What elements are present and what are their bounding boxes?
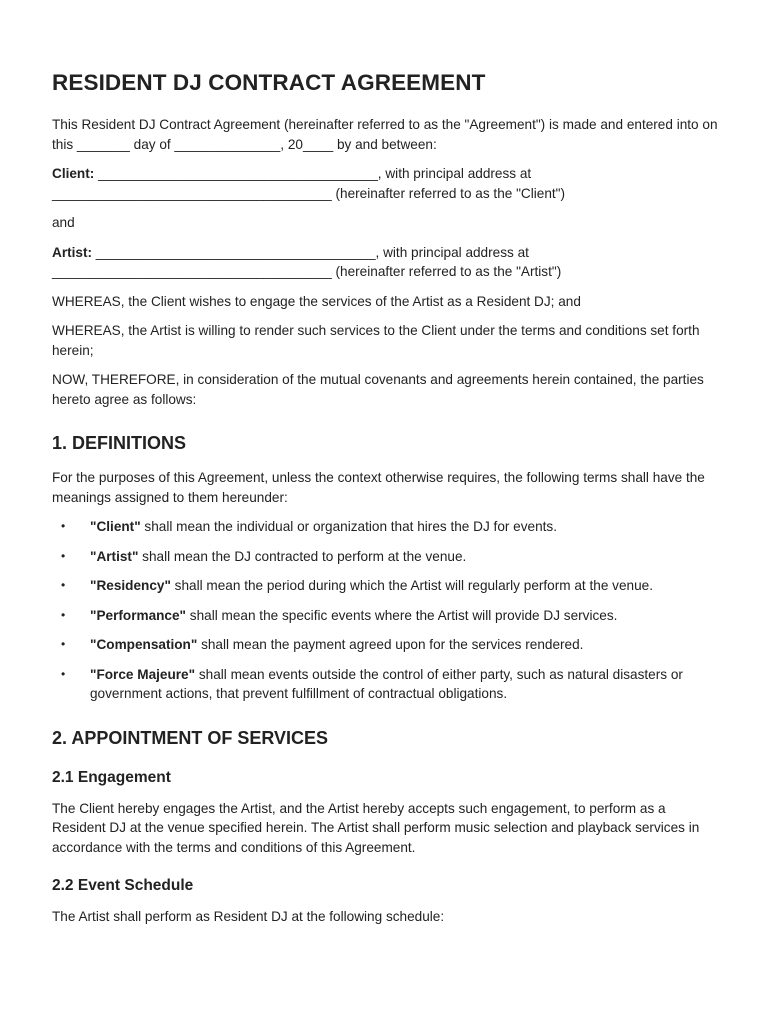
now-therefore-paragraph: NOW, THEREFORE, in consideration of the mutual covenants and agreements herein contained, the parties hereto agree as follows: [52, 372, 704, 407]
whereas-paragraph-2: WHEREAS, the Artist is willing to render such services to the Client under the terms and conditions set forth herein; [52, 323, 700, 358]
bullet-icon: • [61, 578, 66, 592]
definition-item [52, 547, 722, 567]
client-text: _____________________________________, with principal address at _____________________________________ (hereinafter referred to as the "Client") [52, 166, 566, 201]
definitions-list [52, 517, 722, 704]
whereas-paragraph-1: WHEREAS, the Client wishes to engage the services of the Artist as a Resident DJ; and [52, 293, 581, 309]
section-2-heading: 2. APPOINTMENT OF SERVICES [52, 727, 329, 748]
intro-paragraph: This Resident DJ Contract Agreement (hereinafter referred to as the "Agreement") is made and entered into on this _______ day of ______________, 20____ by and between: [52, 117, 718, 152]
definition-term: "Client" [90, 519, 141, 534]
bullet-icon: • [61, 607, 66, 622]
definition-text: shall mean the period during which the Artist will regularly perform at the venue. [170, 578, 653, 593]
client-paragraph [52, 164, 722, 203]
bullet-icon: • [61, 637, 66, 651]
definition-term: "Residency" [90, 578, 171, 593]
subsection-2-2-heading: 2.2 Event Schedule [52, 877, 194, 894]
section-1-heading: 1. DEFINITIONS [52, 433, 187, 453]
definition-term: "Force Majeure" [90, 666, 196, 682]
engagement-paragraph: The Client hereby engages the Artist, and the Artist hereby accepts such engagement, to perform as a Resident DJ at the venue specified herein. The Artist shall perform music selection and playback services in accordance with the terms and conditions of this Agreement. [52, 800, 700, 855]
definition-item [52, 606, 722, 626]
definition-text: shall mean the specific events where the Artist will provide DJ services. [186, 607, 618, 623]
subsection-2-1-heading: 2.1 Engagement [52, 768, 171, 786]
artist-paragraph [52, 243, 722, 282]
definition-text: shall mean events outside the control of either party, such as natural disasters or government actions, that prevent fulfillment of contractual obligations. [90, 666, 683, 701]
event-schedule-paragraph: The Artist shall perform as Resident DJ at the following schedule: [52, 909, 445, 924]
definition-text: shall mean the payment agreed upon for the services rendered. [197, 637, 584, 652]
client-label: Client: [52, 166, 95, 181]
definition-item [52, 665, 722, 704]
definition-item [52, 576, 722, 596]
definitions-intro: For the purposes of this Agreement, unless the context otherwise requires, the following terms shall have the meanings assigned to them hereunder: [52, 470, 705, 505]
definition-term: "Artist" [90, 548, 139, 564]
definition-text: shall mean the individual or organization that hires the DJ for events. [140, 519, 558, 534]
definition-term: "Compensation" [90, 637, 198, 652]
bullet-icon: • [61, 548, 66, 563]
document-content [52, 70, 722, 937]
bullet-icon: • [61, 519, 66, 533]
bullet-icon: • [61, 666, 66, 681]
artist-label: Artist: [52, 244, 93, 260]
and-text: and [52, 215, 75, 230]
definition-text: shall mean the DJ contracted to perform at the venue. [138, 548, 467, 564]
document-title: RESIDENT DJ CONTRACT AGREEMENT [52, 70, 486, 95]
definition-item [52, 635, 722, 655]
artist-text: _____________________________________, with principal address at _____________________________________ (hereinafter referred to as the "Artist") [52, 244, 562, 279]
definition-item [52, 517, 722, 537]
definition-term: "Performance" [90, 607, 186, 623]
